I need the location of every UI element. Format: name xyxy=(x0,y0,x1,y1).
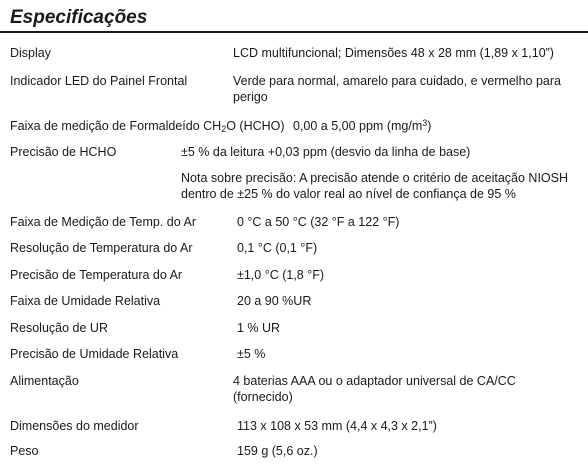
page-title: Especificações xyxy=(10,7,148,28)
spec-label-hcho-accuracy: Precisão de HCHO xyxy=(10,145,117,159)
hcho-range-label-suffix: O (HCHO) xyxy=(226,119,285,133)
spec-value-rh-accuracy: ±5 % xyxy=(237,347,266,361)
spec-value-rh-resolution: 1 % UR xyxy=(237,321,281,335)
spec-label-temp-accuracy: Precisão de Temperatura do Ar xyxy=(10,268,183,282)
spec-label-hcho-range xyxy=(10,118,285,134)
spec-value-temp-resolution: 0,1 °C (0,1 °F) xyxy=(237,241,318,255)
spec-value-rh-range: 20 a 90 %UR xyxy=(237,294,312,308)
spec-note-hcho-accuracy: Nota sobre precisão: A precisão atende o critério de aceitação NIOSH dentro de ±25 % do valor real ao nível de confiança de 95 % xyxy=(181,171,569,201)
spec-value-power: 4 baterias AAA ou o adaptador universal de CA/CC (fornecido) xyxy=(233,374,516,404)
spec-value-weight: 159 g (5,6 oz.) xyxy=(237,444,318,458)
spec-label-temp-range: Faixa de Medição de Temp. do Ar xyxy=(10,215,196,229)
title-divider xyxy=(0,31,588,33)
spec-label-rh-range: Faixa de Umidade Relativa xyxy=(10,294,161,308)
hcho-range-label-subscript: 2 xyxy=(221,124,227,134)
hcho-range-value-superscript: 3 xyxy=(422,118,428,128)
spec-label-rh-accuracy: Precisão de Umidade Relativa xyxy=(10,347,179,361)
spec-label-dimensions: Dimensões do medidor xyxy=(10,419,139,433)
spec-value-display: LCD multifuncional; Dimensões 48 x 28 mm (1,89 x 1,10”) xyxy=(233,46,554,60)
spec-value-temp-accuracy: ±1,0 °C (1,8 °F) xyxy=(237,268,325,282)
spec-label-weight: Peso xyxy=(10,444,39,458)
hcho-range-value-suffix: ) xyxy=(427,119,432,133)
hcho-range-label-text: Faixa de medição de Formaldeído CH xyxy=(10,119,222,133)
hcho-range-value-text: 0,00 a 5,00 ppm (mg/m xyxy=(293,119,423,133)
spec-value-temp-range: 0 °C a 50 °C (32 °F a 122 °F) xyxy=(237,215,400,229)
spec-value-hcho-accuracy: ±5 % da leitura +0,03 ppm (desvio da linha de base) xyxy=(181,145,471,159)
spec-label-rh-resolution: Resolução de UR xyxy=(10,321,108,335)
spec-value-hcho-range xyxy=(293,118,431,134)
spec-label-display: Display xyxy=(10,46,51,60)
spec-label-led: Indicador LED do Painel Frontal xyxy=(10,74,188,88)
spec-label-power: Alimentação xyxy=(10,374,79,388)
spec-value-led: Verde para normal, amarelo para cuidado, e vermelho para perigo xyxy=(233,74,561,104)
spec-label-temp-resolution: Resolução de Temperatura do Ar xyxy=(10,241,193,255)
spec-value-dimensions: 113 x 108 x 53 mm (4,4 x 4,3 x 2,1”) xyxy=(237,419,437,433)
